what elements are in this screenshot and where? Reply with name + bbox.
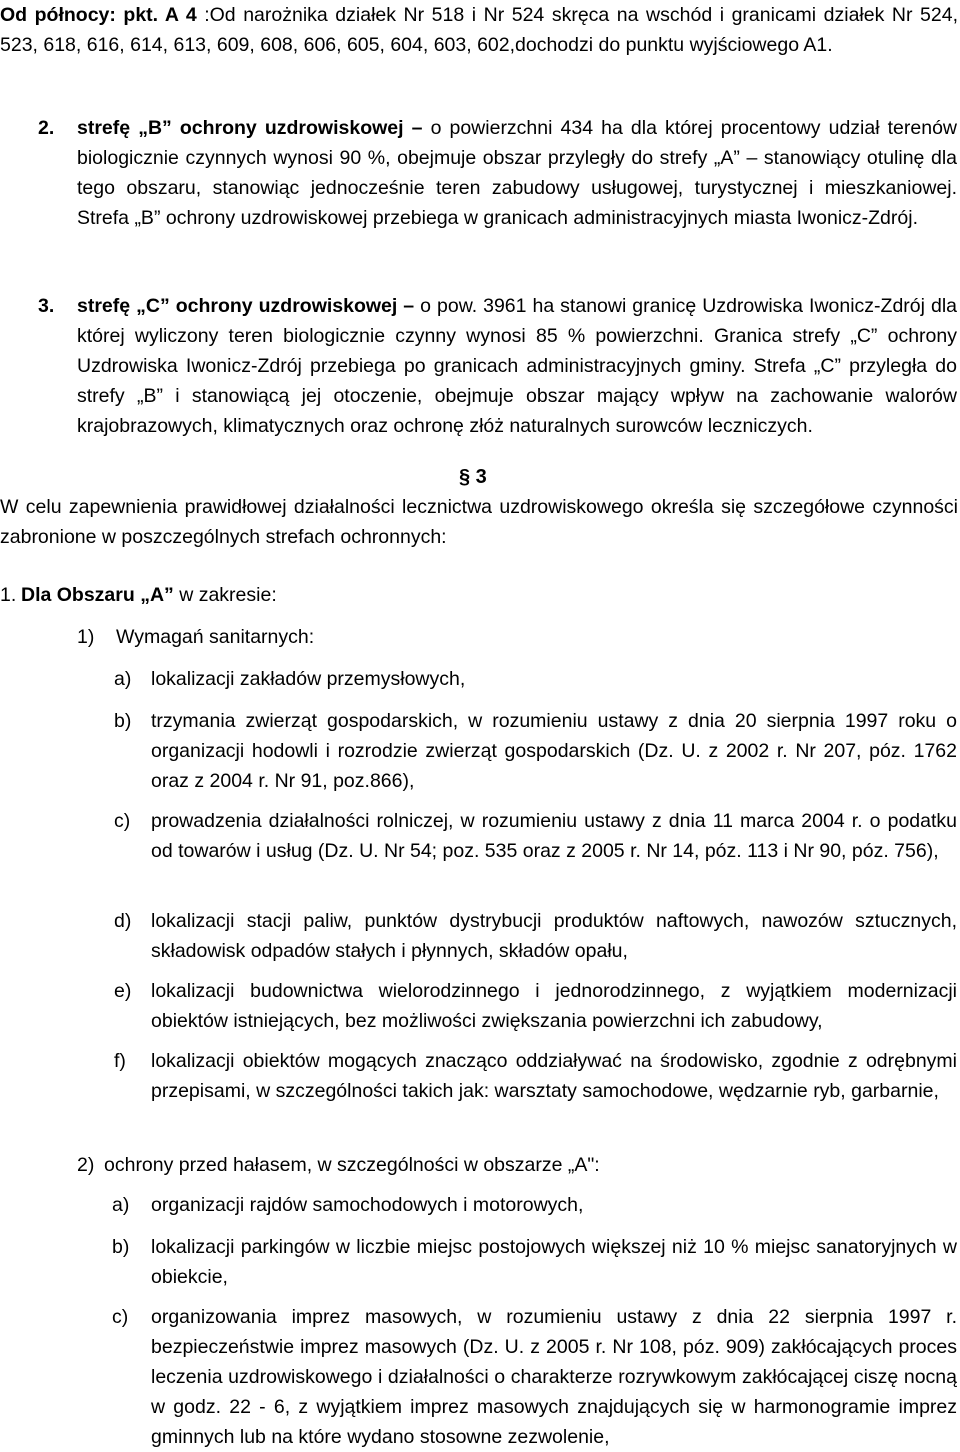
zone-c-lead: strefę „C” ochrony uzdrowiskowej – — [77, 295, 415, 317]
north-boundary-paragraph — [0, 0, 958, 60]
sanitary-item-letter: e) — [114, 980, 132, 1002]
zone-b-text: o powierzchni 434 ha dla której procentowy udział terenów biologicznie czynnych wynosi 90 %, obejmuje obszar przyległy do strefy „A” – stanowiący otulinę dla tego obszaru, stanowiąc jednocześnie teren zabudowy usługowej, turystycznej i mieszkaniowej. Strefa „B” ochrony uzdrowiskowej przebiega w granicach administracyjnych miasta Iwonicz-Zdrój. — [77, 117, 957, 229]
noise-item-letter: a) — [112, 1194, 130, 1216]
zone-b-paragraph — [77, 113, 957, 233]
sanitary-item-text: lokalizacji obiektów mogących znacząco oddziaływać na środowisko, zgodnie z odrębnymi przepisami, w szczególności takich jak: warsztaty samochodowe, wędzarnie ryb, garbarnie, — [151, 1050, 957, 1102]
zone-b-number: 2. — [38, 117, 55, 139]
zone-c-text: o pow. 3961 ha stanowi granicę Uzdrowiska Iwonicz-Zdrój dla której wyliczony teren biologicznie czynny wynosi 85 % powierzchni. Granica strefy „C” ochrony Uzdrowiska Iwonicz-Zdrój przebiega po granicach administracyjnych gminy. Strefa „C” przyległa do strefy „B” i stanowiącą jej otoczenie, obejmuje obszar mający wpływ na zachowanie walorów krajobrazowych, klimatycznych oraz ochronę złóż naturalnych surowców leczniczych. — [77, 295, 957, 437]
area-a-lead: Dla Obszaru „A” — [21, 584, 174, 606]
noise-item-text: organizowania imprez masowych, w rozumieniu ustawy z dnia 22 sierpnia 1997 r. bezpieczeństwie imprez masowych (Dz. U. z 2005 r. Nr 108, póz. 909) zakłócających proces leczenia uzdrowiskowego i działalności o charakterze rozrywkowym zakłócającej ciszę nocną w godz. 22 - 6, z wyjątkiem imprez masowych znajdujących się w harmonogramie imprez gminnych lub na które wydano stosowne zezwolenie, — [151, 1306, 957, 1448]
sanitary-item-letter: a) — [114, 668, 132, 690]
sanitary-item-letter: d) — [114, 910, 132, 932]
sanitary-item-text: prowadzenia działalności rolniczej, w rozumieniu ustawy z dnia 11 marca 2004 r. o podatku od towarów i usług (Dz. U. Nr 54; poz. 535 oraz z 2005 r. Nr 14, póz. 113 i Nr 90, póz. 756), — [151, 810, 957, 862]
area-a-rest: w zakresie: — [173, 584, 277, 606]
area-a-heading — [21, 580, 621, 610]
north-boundary-text: :Od narożnika działek Nr 518 i Nr 524 skręca na wschód i granicami działek Nr 524, 523, 618, 616, 614, 613, 609, 608, 606, 605, 604, 603, 602,dochodzi do punktu wyjściowego A1. — [0, 4, 958, 56]
area-a-number: 1. — [0, 584, 17, 606]
noise-item-letter: b) — [112, 1236, 130, 1258]
sanitary-item-letter: f) — [114, 1050, 126, 1072]
noise-item-text: lokalizacji parkingów w liczbie miejsc postojowych większej niż 10 % miejsc sanatoryjnych w obiekcie, — [151, 1236, 957, 1288]
noise-number: 2) — [77, 1154, 95, 1176]
sanitary-item-text: lokalizacji zakładów przemysłowych, — [151, 668, 466, 690]
intro-paragraph: W celu zapewnienia prawidłowej działalności lecznictwa uzdrowiskowego określa się szczegółowe czynności zabronione w poszczególnych strefach ochronnych: — [0, 496, 958, 548]
noise-item-text: organizacji rajdów samochodowych i motorowych, — [151, 1194, 584, 1216]
sanitary-number: 1) — [77, 626, 95, 648]
zone-c-paragraph — [77, 291, 957, 441]
section-heading: § 3 — [459, 466, 487, 488]
north-boundary-lead: Od północy: pkt. A 4 — [0, 4, 197, 26]
zone-b-lead: strefę „B” ochrony uzdrowiskowej – — [77, 117, 423, 139]
noise-item-letter: c) — [112, 1306, 129, 1328]
sanitary-item-text: lokalizacji stacji paliw, punktów dystrybucji produktów naftowych, nawozów sztucznych, składowisk odpadów stałych i płynnych, składów opału, — [151, 910, 957, 962]
sanitary-title: Wymagań sanitarnych: — [116, 626, 315, 648]
sanitary-item-text: lokalizacji budownictwa wielorodzinnego i jednorodzinnego, z wyjątkiem modernizacji obiektów istniejących, bez możliwości zwiększania powierzchni ich zabudowy, — [151, 980, 957, 1032]
noise-title: ochrony przed hałasem, w szczególności w obszarze „A": — [104, 1154, 600, 1176]
sanitary-item-text: trzymania zwierząt gospodarskich, w rozumieniu ustawy z dnia 20 sierpnia 1997 roku o organizacji hodowli i rozrodzie zwierząt gospodarskich (Dz. U. z 2002 r. Nr 207, póz. 1762 oraz z 2004 r. Nr 91, poz.866), — [151, 710, 957, 792]
sanitary-item-letter: c) — [114, 810, 131, 832]
zone-c-number: 3. — [38, 295, 55, 317]
sanitary-item-letter: b) — [114, 710, 132, 732]
